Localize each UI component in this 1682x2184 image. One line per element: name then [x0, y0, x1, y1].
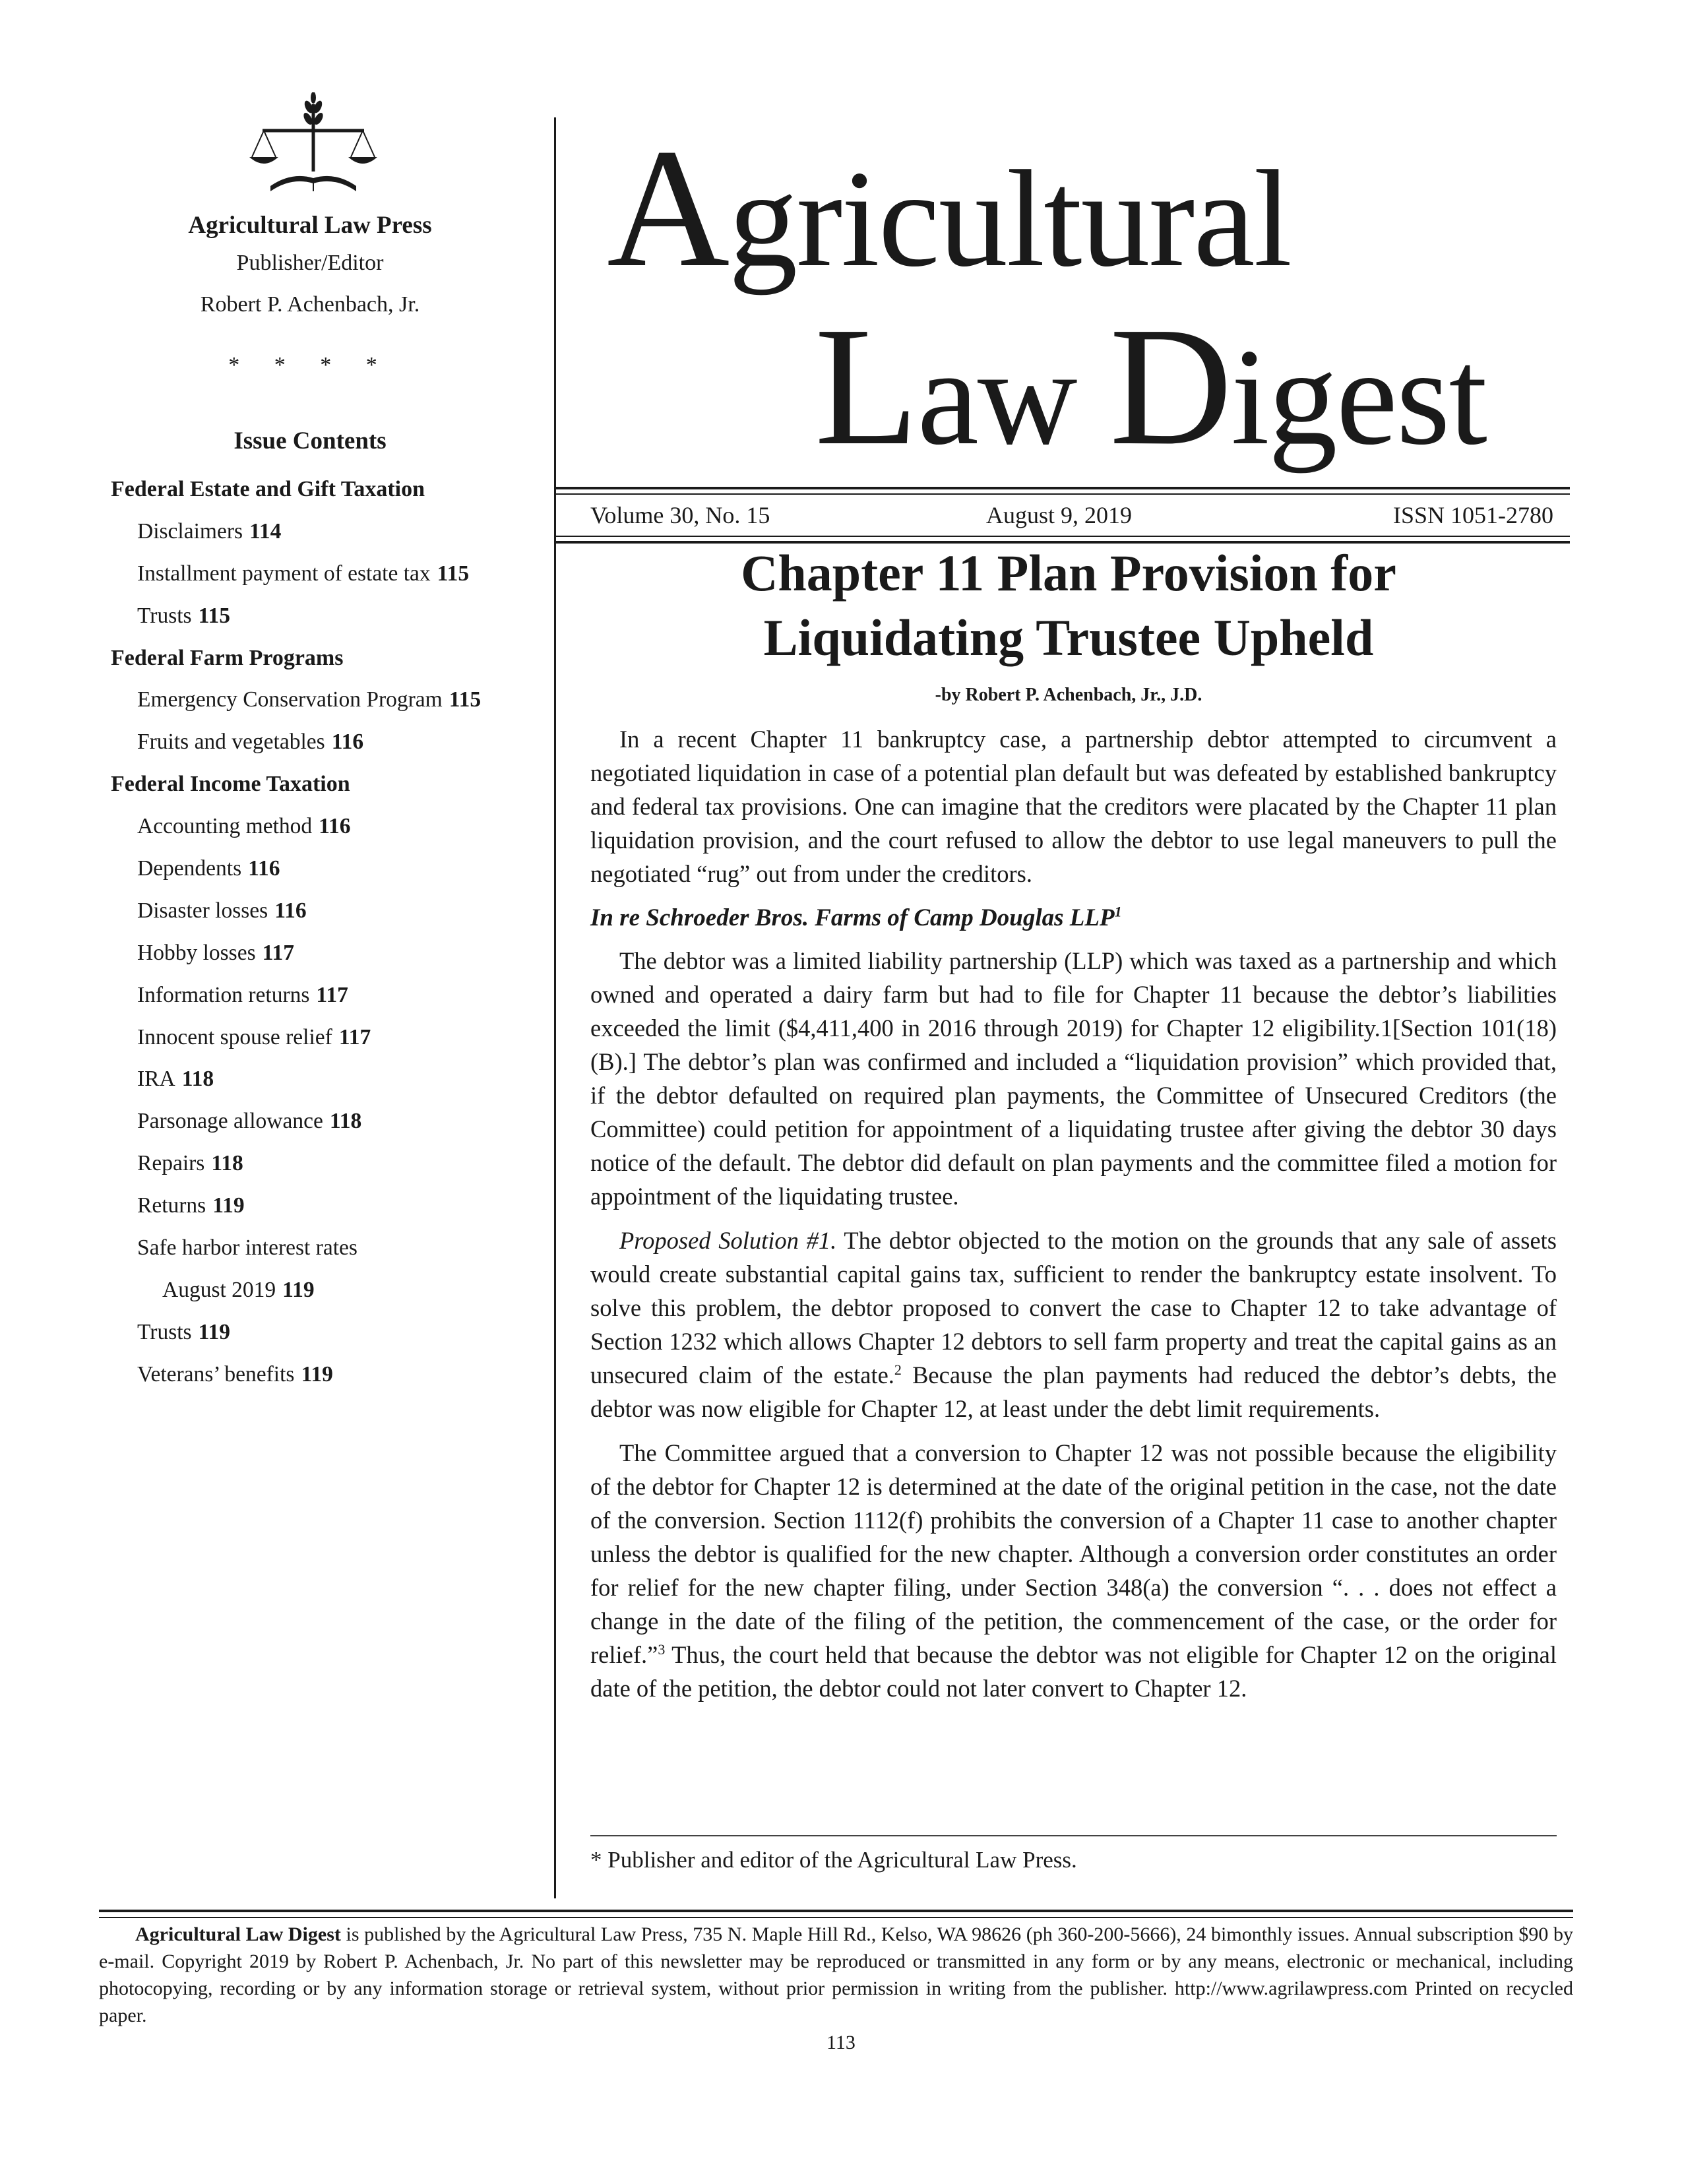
contents-item-label: Accounting method: [137, 814, 313, 839]
contents-item-label: IRA: [137, 1067, 175, 1092]
article-title-line2: Liquidating Trustee Upheld: [763, 609, 1374, 666]
contents-item-page: 119: [198, 1319, 230, 1344]
contents-item-label: Veterans’ benefits: [137, 1361, 295, 1387]
contents-item-page: 118: [329, 1109, 362, 1134]
masthead-rule-bottom-thin: [554, 536, 1570, 537]
contents-item-page: 118: [211, 1151, 243, 1176]
contents-item-label: August 2019: [162, 1277, 276, 1302]
contents-section-heading: [111, 637, 612, 679]
contents-item: [111, 1269, 612, 1311]
contents-item-label: Disclaimers: [137, 518, 243, 544]
colophon-body: is published by the Agricultural Law Press, 735 N. Maple Hill Rd., Kelso, WA 98626 (ph 360-200-5666), 24 bimonthly issues. Annual subscription $90 by e-mail. Copyright 2019 by Robert P. Achenbach, Jr. No part of this newsletter may be reproduced or transmitted in any form or by any means, electronic or mechanical, including photocopying, recording or by any information storage or retrieval system, without prior permission in writing from the publisher. http://www.agrilawpress.com Printed on recycled paper.: [99, 1923, 1574, 2026]
article-title: [580, 541, 1557, 670]
contents-item-page: 116: [331, 730, 364, 755]
contents-item-label: Information returns: [137, 982, 310, 1007]
contents-item: [111, 1058, 612, 1100]
contents-item-page: 117: [338, 1024, 371, 1049]
contents-item: [111, 848, 612, 890]
contents-item-label: Trusts: [137, 1319, 192, 1344]
press-editor: Robert P. Achenbach, Jr.: [200, 292, 420, 317]
press-name: Agricultural Law Press: [188, 212, 432, 239]
contents-item-page: 116: [274, 898, 307, 923]
article-title-line1: Chapter 11 Plan Provision for: [741, 544, 1396, 602]
press-role: Publisher/Editor: [236, 251, 384, 275]
contents-item-label: Fruits and vegetables: [137, 730, 325, 755]
contents-section-heading: [111, 468, 612, 511]
contents-item-label: Repairs: [137, 1151, 205, 1176]
colophon-rule-thin: [99, 1917, 1573, 1918]
masthead-initial-a: A: [607, 113, 729, 302]
scales-of-justice-logo: [244, 92, 383, 198]
contents-item-page: 116: [319, 814, 351, 839]
article-paragraph-3-b: Because the plan payments had reduced the debtor’s debts, the debtor was now eligible for Chapter 12, at least under the debt limit requirements.: [590, 1361, 1557, 1422]
masthead-rule-top-thick: [554, 487, 1570, 489]
article-paragraph-4: [590, 1436, 1557, 1705]
case-heading: [590, 901, 1557, 935]
contents-item-page: 119: [212, 1193, 245, 1218]
contents-item: [111, 511, 612, 553]
contents-item: [111, 1142, 612, 1185]
issn: ISSN 1051-2780: [1392, 502, 1553, 528]
contents-item: [111, 805, 612, 848]
footnote-rule: [590, 1835, 1557, 1836]
masthead-initial-d: D: [1109, 292, 1231, 480]
contents-item: [111, 1311, 612, 1354]
article-paragraph-2: The debtor was a limited liability partnership (LLP) which was taxed as a partnership and which owned and operated a dairy farm but had to file for Chapter 11 because the debtor’s liabilities exceeded the limit ($4,411,400 in 2016 through 2019) for Chapter 12 eligibility.1[Section 101(18)(B).] The debtor’s plan was confirmed and included a “liquidation provision” which provided that, if the debtor defaulted on required plan payments, the Committee of Unsecured Creditors (the Committee) could petition for appointment of a liquidating trustee after giving the debtor 30 days notice of the default. The debtor did default on plan payments and the committee filed a motion for appointment of the liquidating trustee.: [590, 947, 1557, 1210]
contents-item: [111, 553, 612, 595]
contents-item-label: Hobby losses: [137, 940, 256, 965]
issue-contents-title: Issue Contents: [234, 427, 387, 454]
article-byline: -by Robert P. Achenbach, Jr., J.D.: [935, 685, 1202, 705]
article-paragraph-1: In a recent Chapter 11 bankruptcy case, a partnership debtor attempted to circumvent a negotiated liquidation in case of a potential plan default but was defeated by established bankruptcy and federal tax provisions. One can imagine that the creditors were placated by the Chapter 11 plan liquidation provision, and the court refused to allow the debtor to use legal maneuvers to pull the negotiated “rug” out from under the creditors.: [590, 726, 1557, 887]
contents-item-page: 119: [301, 1361, 333, 1387]
contents-item-label: Safe harbor interest rates: [137, 1235, 358, 1261]
contents-item-page: 116: [248, 856, 280, 881]
article-paragraph-4-a: The Committee argued that a conversion to Chapter 12 was not possible because the eligibility of the debtor for Chapter 12 is determined at the date of the original petition in the case, not the date of the conversion. Section 1112(f) prohibits the conversion of a Chapter 11 case to another chapter unless the debtor is qualified for the new chapter. Although a conversion order constitutes an order for relief for the new chapter filing, under Section 348(a) the conversion “. . . does not effect a change in the date of the filing of the petition, the commencement of the case, or the order for relief.”: [590, 1439, 1557, 1668]
contents-item-page: 115: [449, 687, 482, 712]
contents-item-label: Innocent spouse relief: [137, 1024, 332, 1049]
masthead-rule-top-thin: [554, 493, 1570, 495]
colophon-publication-name: Agricultural Law Digest: [135, 1923, 341, 1945]
contents-item: [111, 595, 612, 637]
contents-item-label: Disaster losses: [137, 898, 268, 923]
issue-contents-list: [111, 468, 612, 1396]
contents-item-page: 115: [437, 561, 470, 586]
contents-item: [111, 1354, 612, 1396]
contents-item: [111, 721, 612, 763]
article-paragraph-4-b: Thus, the court held that because the debtor was not eligible for Chapter 12 on the original date of the petition, the debtor could not later convert to Chapter 12.: [590, 1641, 1557, 1702]
contents-item: [111, 890, 612, 932]
masthead-word-digest: igest: [1231, 321, 1486, 474]
contents-item-label: Trusts: [137, 603, 192, 628]
author-footnote: * Publisher and editor of the Agricultural Law Press.: [590, 1847, 1077, 1873]
colophon-text: [99, 1921, 1573, 2029]
page-number: 113: [826, 2032, 856, 2053]
contents-item: [111, 974, 612, 1016]
article-paragraph-3-a: The debtor objected to the motion on the grounds that any sale of assets would create substantial capital gains tax, sufficient to render the bankruptcy estate insolvent. To solve this problem, the debtor proposed to convert the case to Chapter 12 to take advantage of Section 1232 which allows Chapter 12 debtors to sell farm property and treat the capital gains as an unsecured claim of the estate.: [590, 1227, 1557, 1388]
contents-item: [111, 1100, 612, 1142]
contents-item-page: 117: [316, 982, 348, 1007]
contents-item-page: 117: [262, 940, 295, 965]
contents-item-label: Federal Estate and Gift Taxation: [111, 477, 425, 501]
contents-item-page: 115: [198, 603, 230, 628]
masthead-title-line2: [815, 292, 1486, 480]
contents-item-page: 114: [249, 518, 282, 544]
column-divider: [554, 117, 556, 1898]
contents-item-label: Installment payment of estate tax: [137, 561, 431, 586]
volume-number: Volume 30, No. 15: [590, 502, 770, 528]
colophon: [99, 1921, 1573, 2029]
contents-item: [111, 679, 612, 721]
contents-item-label: Dependents: [137, 856, 242, 881]
issue-info-bar: [590, 501, 1553, 541]
contents-item-label: Parsonage allowance: [137, 1109, 323, 1134]
article-body: [590, 722, 1557, 1716]
contents-item: [111, 1016, 612, 1059]
contents-item-page: 118: [181, 1067, 214, 1092]
proposed-solution-lead: Proposed Solution #1.: [619, 1227, 837, 1254]
masthead-initial-l: L: [815, 292, 918, 480]
separator-stars: * * * *: [228, 353, 392, 377]
colophon-rule-thick: [99, 1910, 1573, 1912]
case-heading-text: In re Schroeder Bros. Farms of Camp Douglas LLP: [590, 904, 1115, 931]
contents-item: [111, 1227, 612, 1269]
masthead-word-agricultural: gricultural: [728, 142, 1291, 296]
contents-item: [111, 932, 612, 974]
masthead-word-law: aw: [917, 321, 1109, 474]
contents-item-page: 119: [282, 1277, 315, 1302]
contents-section-heading: [111, 763, 612, 805]
contents-item-label: Federal Income Taxation: [111, 772, 350, 797]
footnote-ref-1: 1: [1114, 903, 1122, 920]
contents-item-label: Federal Farm Programs: [111, 645, 344, 670]
contents-item-label: Emergency Conservation Program: [137, 687, 443, 712]
contents-item: [111, 1185, 612, 1227]
footnote-ref-2: 2: [894, 1361, 902, 1378]
article-paragraph-3: [590, 1224, 1557, 1425]
contents-item-label: Returns: [137, 1193, 206, 1218]
footnote-ref-3: 3: [658, 1640, 666, 1658]
issue-date: August 9, 2019: [986, 502, 1133, 528]
masthead-title-line1: [607, 113, 1291, 302]
